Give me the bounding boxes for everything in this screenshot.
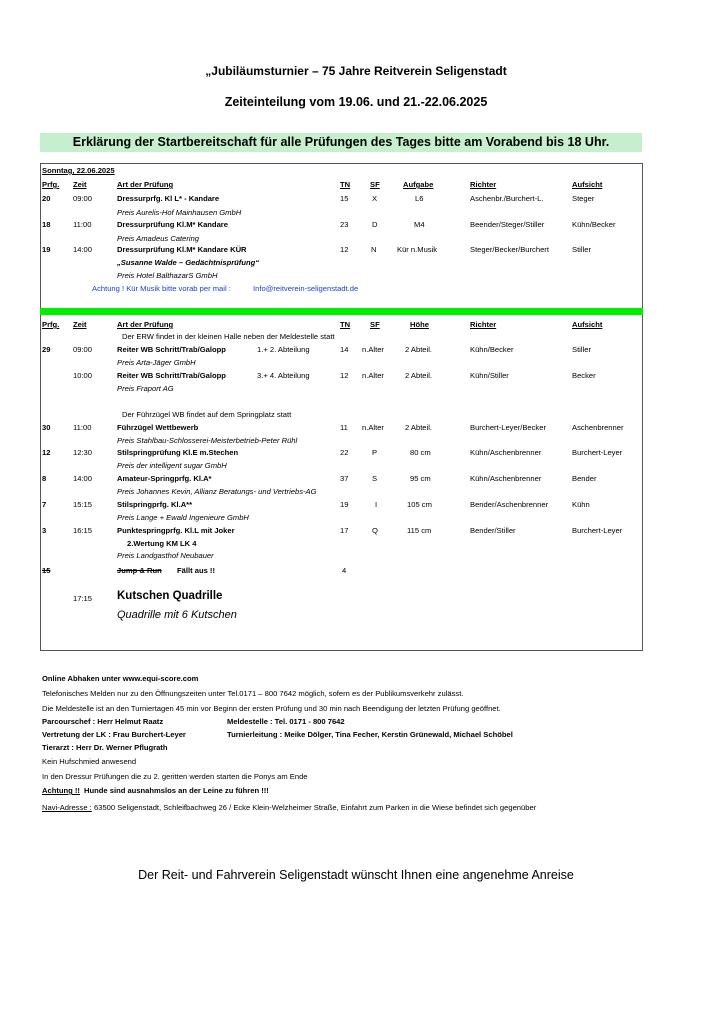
col-aufsicht: Aufsicht xyxy=(572,320,603,329)
row-preis: Preis Landgasthof Neubauer xyxy=(117,551,214,560)
row-zeit: 09:00 xyxy=(73,194,93,203)
row-tn: 12 xyxy=(340,371,349,380)
row-hoehe: 105 cm xyxy=(407,500,432,509)
row-art: Reiter WB Schritt/Trab/Galopp xyxy=(117,371,226,380)
row-sf: I xyxy=(375,500,378,509)
lk-representative: Vertretung der LK : Frau Burchert-Leyer xyxy=(42,730,186,739)
col-hoehe: Höhe xyxy=(410,320,429,329)
col-tn: TN xyxy=(340,180,351,189)
row-zeit: 11:00 xyxy=(73,220,92,229)
pony-info: In den Dressur Prüfungen die zu 2. geritten werden starten die Ponys am Ende xyxy=(42,772,308,781)
row-aufsicht: Becker xyxy=(572,371,596,380)
row-sf: n.Alter xyxy=(362,371,384,380)
row-prfg: 8 xyxy=(42,474,47,483)
row-aufsicht: Aschenbrenner xyxy=(572,423,624,432)
row-prfg: 18 xyxy=(42,220,51,229)
col-tn: TN xyxy=(340,320,351,329)
row-aufsicht: Steger xyxy=(572,194,595,203)
row-preis: Preis Johannes Kevin, Allianz Beratungs- und Vertriebs-AG xyxy=(117,487,317,496)
farrier-info: Kein Hufschmied anwesend xyxy=(42,757,137,766)
row-zeit: 15:15 xyxy=(73,500,93,509)
row-aufsicht: Burchert-Leyer xyxy=(572,448,623,457)
row-preis: Preis der intelligent sugar GmbH xyxy=(117,461,227,470)
col-aufgabe: Aufgabe xyxy=(403,180,434,189)
row-richter: Kühn/Stiller xyxy=(470,371,509,380)
row-tn: 17 xyxy=(340,526,349,535)
row-preis: Preis Fraport AG xyxy=(117,384,174,393)
row-preis: Preis Stahlbau-Schlosserei-Meisterbetrieb-Peter Rühl xyxy=(117,436,298,445)
row-hoehe: 2 Abteil. xyxy=(405,423,433,432)
row-prfg: 7 xyxy=(42,500,47,509)
row-prfg: 29 xyxy=(42,345,51,354)
row-tn: 22 xyxy=(340,448,349,457)
row-preis: Preis Amadeus Catering xyxy=(117,234,200,243)
row-richter: Bender/Stiller xyxy=(470,526,516,535)
row-richter: Kühn/Aschenbrenner xyxy=(470,448,542,457)
row-abteilung: 3.+ 4. Abteilung xyxy=(257,371,310,380)
row-zeit: 11:00 xyxy=(73,423,92,432)
phone-info: Telefonisches Melden nur zu den Öffnungszeiten unter Tel.0171 – 800 7642 möglich, sofern es der Publikumsverkehr zulässt. xyxy=(42,689,464,698)
row-art: Stilspringprüfung Kl.E m.Stechen xyxy=(117,448,239,457)
row-richter: Aschenbr./Burchert-L. xyxy=(470,194,544,203)
row-tn: 12 xyxy=(340,245,349,254)
farewell-message: Der Reit- und Fahrverein Seligenstadt wünscht Ihnen eine angenehme Anreise xyxy=(138,868,574,882)
row-tn: 19 xyxy=(340,500,349,509)
col-sf: SF xyxy=(370,180,380,189)
row-tn: 37 xyxy=(340,474,349,483)
row-prfg: 12 xyxy=(42,448,51,457)
erw-note: Der ERW findet in der kleinen Halle neben der Meldestelle statt xyxy=(122,332,335,341)
wb-note: Der Führzügel WB findet auf dem Springplatz statt xyxy=(122,410,292,419)
row-aufgabe: Kür n.Musik xyxy=(397,245,438,254)
row-preis: Preis Arta-Jäger GmbH xyxy=(117,358,196,367)
day-heading: Sonntag, 22.06.2025 xyxy=(42,166,115,175)
row-zeit: 17:15 xyxy=(73,594,93,603)
veterinarian: Tierarzt : Herr Dr. Werner Pflugrath xyxy=(42,743,168,752)
notice-banner: Erklärung der Startbereitschaft für alle Prüfungen des Tages bitte am Vorabend bis 18 Uhr. xyxy=(40,133,642,152)
cancel-note: Fällt aus !! xyxy=(177,566,215,575)
online-info: Online Abhaken unter www.equi-score.com xyxy=(42,674,199,683)
row-tn: 11 xyxy=(340,423,348,432)
row-richter: Kühn/Aschenbrenner xyxy=(470,474,542,483)
row-richter: Burchert-Leyer/Becker xyxy=(470,423,546,432)
row-richter: Kühn/Becker xyxy=(470,345,514,354)
row-richter: Bender/Aschenbrenner xyxy=(470,500,549,509)
row-aufsicht: Stiller xyxy=(572,345,591,354)
kuer-music-note: Achtung ! Kür Musik bitte vorab per mail : xyxy=(92,284,231,293)
row-sf: P xyxy=(372,448,378,457)
row-aufsicht: Bender xyxy=(572,474,597,483)
row-hoehe: 95 cm xyxy=(410,474,431,483)
col-prfg: Prfg. xyxy=(42,320,60,329)
row-art: Dressurprfg. Kl L* - Kandare xyxy=(117,194,220,203)
row-sf: n.Alter xyxy=(362,423,384,432)
row-tn: 4 xyxy=(342,566,347,575)
row-zeit: 10:00 xyxy=(73,371,93,380)
dog-warning: Hunde sind ausnahmslos an der Leine zu führen !!! xyxy=(84,786,269,795)
row-prfg: 20 xyxy=(42,194,51,203)
section-divider xyxy=(40,308,643,315)
row-sf: D xyxy=(372,220,378,229)
col-sf: SF xyxy=(370,320,380,329)
quadrille-subtitle: Quadrille mit 6 Kutschen xyxy=(117,609,237,621)
row-aufsicht: Kühn xyxy=(572,500,590,509)
row-subtitle: 2.Wertung KM LK 4 xyxy=(127,539,197,548)
row-aufsicht: Kühn/Becker xyxy=(572,220,616,229)
row-aufgabe: L6 xyxy=(415,194,424,203)
row-zeit: 14:00 xyxy=(73,474,93,483)
row-zeit: 12:30 xyxy=(73,448,93,457)
row-aufsicht: Stiller xyxy=(572,245,591,254)
col-aufsicht: Aufsicht xyxy=(572,180,603,189)
row-tn: 15 xyxy=(340,194,349,203)
col-prfg: Prfg. xyxy=(42,180,60,189)
row-sf: X xyxy=(372,194,378,203)
row-subtitle: „Susanne Walde – Gedächtnisprüfung“ xyxy=(117,258,260,267)
row-hoehe: 2 Abteil. xyxy=(405,371,433,380)
row-tn: 23 xyxy=(340,220,349,229)
row-prfg: 30 xyxy=(42,423,51,432)
row-abteilung: 1.+ 2. Abteilung xyxy=(257,345,310,354)
navi-label: Navi-Adresse : xyxy=(42,803,92,812)
row-prfg: 19 xyxy=(42,245,51,254)
navi-address: 63500 Seligenstadt, Schleifbachweg 26 / Ecke Klein-Welzheimer Straße, Einfahrt zum Parken in die Wiese befindet sich gegenüber xyxy=(94,803,537,812)
warning-label: Achtung !! xyxy=(42,786,80,795)
row-art: Dressurprüfung Kl.M* Kandare KÜR xyxy=(117,245,247,254)
col-zeit: Zeit xyxy=(73,320,87,329)
row-art: Reiter WB Schritt/Trab/Galopp xyxy=(117,345,226,354)
row-hoehe: 80 cm xyxy=(410,448,431,457)
row-preis: Preis Hotel BalthazarS GmbH xyxy=(117,271,218,280)
col-art: Art der Prüfung xyxy=(117,180,174,189)
tournament-management: Turnierleitung : Meike Dölger, Tina Fecher, Kerstin Grünewald, Michael Schöbel xyxy=(227,730,513,739)
row-prfg: 3 xyxy=(42,526,47,535)
page-title: „Jubiläumsturnier – 75 Jahre Reitverein Seligenstadt xyxy=(205,64,507,78)
col-zeit: Zeit xyxy=(73,180,87,189)
row-sf: n.Alter xyxy=(362,345,384,354)
col-art: Art der Prüfung xyxy=(117,320,174,329)
row-sf: Q xyxy=(372,526,378,535)
row-aufgabe: M4 xyxy=(414,220,425,229)
row-hoehe: 115 cm xyxy=(407,526,432,535)
email-link[interactable]: Info@reitverein-seligenstadt.de xyxy=(253,284,359,293)
row-zeit: 16:15 xyxy=(73,526,93,535)
row-zeit: 09:00 xyxy=(73,345,93,354)
row-art: Stilspringprfg. Kl.A** xyxy=(117,500,193,509)
office-hours: Die Meldestelle ist an den Turniertagen 45 min vor Beginn der ersten Prüfung und 30 min nach Beendigung der letzten Prüfung geöffnet. xyxy=(42,704,501,713)
row-prfg: 15 xyxy=(42,566,51,575)
row-zeit: 14:00 xyxy=(73,245,93,254)
row-art: Führzügel Wettbewerb xyxy=(117,423,199,432)
col-richter: Richter xyxy=(470,180,497,189)
row-richter: Beender/Steger/Stiller xyxy=(470,220,545,229)
row-art: Dressurprüfung Kl.M* Kandare xyxy=(117,220,228,229)
page-subtitle: Zeiteinteilung vom 19.06. und 21.-22.06.2025 xyxy=(224,95,488,109)
quadrille-title: Kutschen Quadrille xyxy=(117,590,223,602)
row-preis: Preis Lange + Ewald Ingenieure GmbH xyxy=(117,513,249,522)
row-art: Punktespringprfg. Kl.L mit Joker xyxy=(117,526,235,535)
row-art: Amateur-Springprfg. Kl.A* xyxy=(117,474,212,483)
row-sf: N xyxy=(371,245,377,254)
meldestelle-phone: Meldestelle : Tel. 0171 - 800 7642 xyxy=(227,717,345,726)
row-richter: Steger/Becker/Burchert xyxy=(470,245,549,254)
col-richter: Richter xyxy=(470,320,497,329)
row-hoehe: 2 Abteil. xyxy=(405,345,433,354)
row-preis: Preis Aurelis-Hof Mainhausen GmbH xyxy=(117,208,242,217)
parcourschef: Parcourschef : Herr Helmut Raatz xyxy=(42,717,164,726)
row-sf: S xyxy=(372,474,378,483)
row-art: Jump & Run xyxy=(117,566,162,575)
row-tn: 14 xyxy=(340,345,349,354)
row-aufsicht: Burchert-Leyer xyxy=(572,526,623,535)
